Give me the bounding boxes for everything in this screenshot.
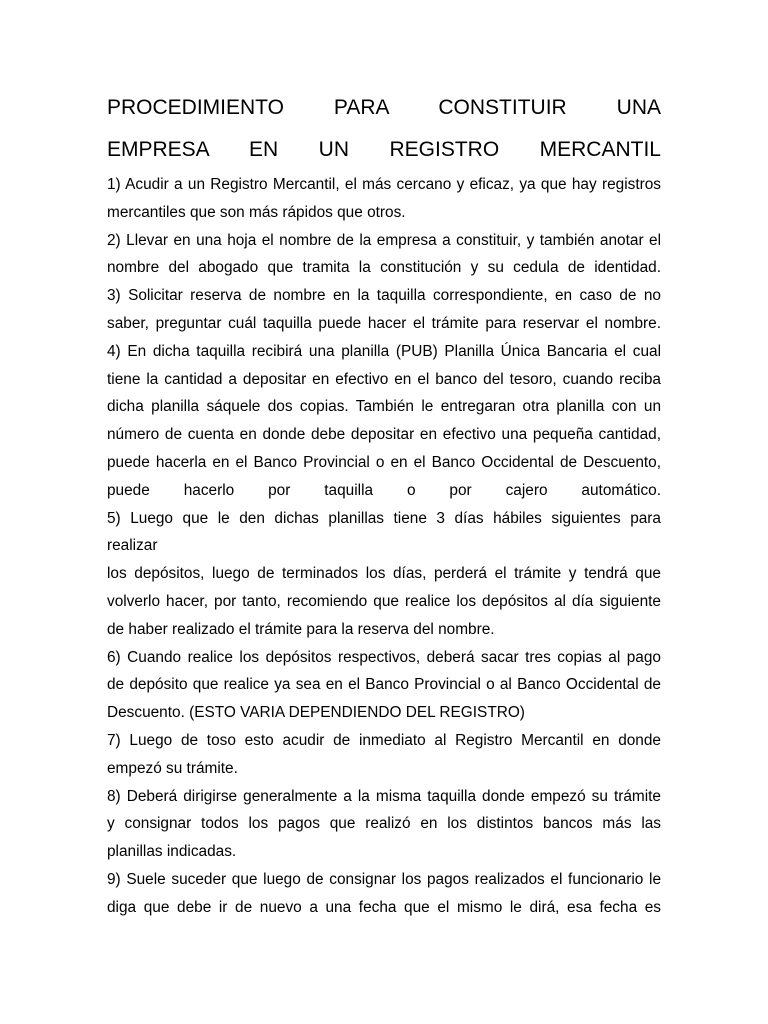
body-line: realizar <box>107 537 158 555</box>
body-line: de haber realizado el trámite para la reserva del nombre. <box>107 620 495 638</box>
body-line: volverlo hacer, por tanto, recomiendo que realice los depósitos al día siguiente <box>107 592 661 610</box>
body-line: tiene la cantidad a depositar en efectivo en el banco del tesoro, cuando reciba <box>107 370 661 388</box>
body-line: los depósitos, luego de terminados los días, perderá el trámite y tendrá que <box>107 565 661 583</box>
body-line: 7) Luego de toso esto acudir de inmediato al Registro Mercantil en donde <box>107 731 661 749</box>
body-line: nombre del abogado que tramita la constitución y su cedula de identidad. <box>107 259 661 277</box>
body-line: de depósito que realice ya sea en el Banco Provincial o al Banco Occidental de <box>107 676 661 694</box>
document-title-line-1: PROCEDIMIENTO PARA CONSTITUIR UNA <box>107 96 661 119</box>
body-line: puede hacerla en el Banco Provincial o en el Banco Occidental de Descuento, <box>107 453 661 471</box>
body-line: dicha planilla sáquele dos copias. También le entregaran otra planilla con un <box>107 398 661 416</box>
body-line: diga que debe ir de nuevo a una fecha que el mismo le dirá, esa fecha es <box>107 898 661 916</box>
document-title-line-2: EMPRESA EN UN REGISTRO MERCANTIL <box>107 138 661 161</box>
body-line: saber, preguntar cuál taquilla puede hacer el trámite para reservar el nombre. <box>107 314 661 332</box>
body-line: 1) Acudir a un Registro Mercantil, el más cercano y eficaz, ya que hay registros <box>107 176 661 193</box>
body-line: 4) En dicha taquilla recibirá una planilla (PUB) Planilla Única Bancaria el cual <box>107 342 661 360</box>
body-line: número de cuenta en donde debe depositar en efectivo una pequeña cantidad, <box>107 426 661 444</box>
body-line: 2) Llevar en una hoja el nombre de la empresa a constituir, y también anotar el <box>107 231 661 249</box>
document-body <box>107 171 661 922</box>
body-line: mercantiles que son más rápidos que otros. <box>107 203 406 221</box>
body-line: 3) Solicitar reserva de nombre en la taquilla correspondiente, en caso de no <box>107 287 661 305</box>
body-line: planillas indicadas. <box>107 843 237 861</box>
body-line: y consignar todos los pagos que realizó en los distintos bancos más las <box>107 815 661 833</box>
body-line: Descuento. (ESTO VARIA DEPENDIENDO DEL REGISTRO) <box>107 704 525 722</box>
body-line: 6) Cuando realice los depósitos respectivos, deberá sacar tres copias al pago <box>107 648 661 666</box>
body-line: empezó su trámite. <box>107 759 238 777</box>
body-line: 5) Luego que le den dichas planillas tiene 3 días hábiles siguientes para <box>107 509 661 527</box>
body-line: 8) Deberá dirigirse generalmente a la misma taquilla donde empezó su trámite <box>107 787 661 805</box>
body-line: puede hacerlo por taquilla o por cajero automático. <box>107 481 661 499</box>
document-content <box>107 87 661 922</box>
body-line: 9) Suele suceder que luego de consignar los pagos realizados el funcionario le <box>107 870 661 888</box>
